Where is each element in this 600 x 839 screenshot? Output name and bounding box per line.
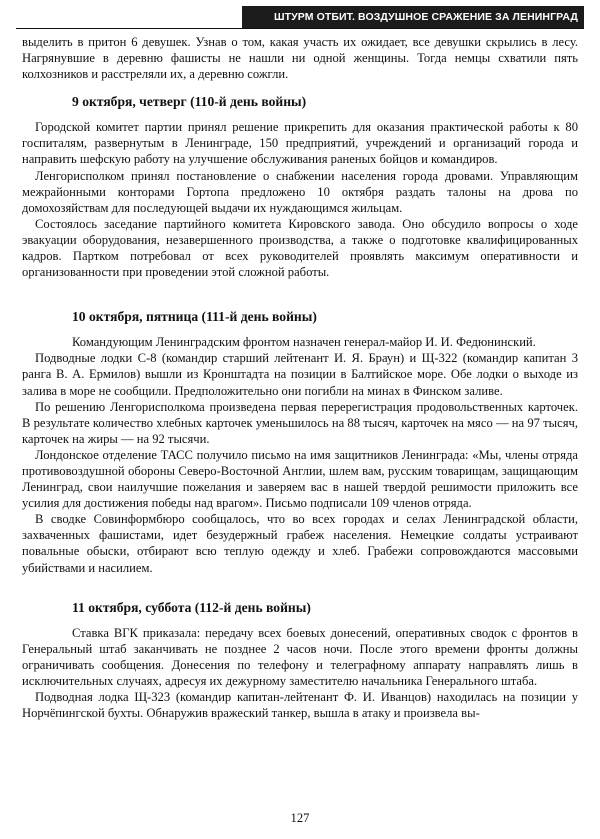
page-body — [22, 34, 578, 721]
entry-paragraph: Подводная лодка Щ-323 (командир капитан-лейтенант Ф. И. Иванцов) находилась на позиции у Норчёпингской бухты. Обнаружив вражеский танкер, вышла в атаку и произвела вы- — [22, 690, 578, 721]
entry-paragraph: Состоялось заседание партийного комитета Кировского завода. Оно обсудило вопросы о ходе эвакуации оборудования, незавершенного производства, а также о подготовке квалифицированных кадров. Партком потребовал от всех руководителей проявлять максимум оперативности и организованности при проведении этой сложной работы. — [22, 216, 578, 280]
entry-heading-oct-10: 10 октября, пятница (111-й день войны) — [72, 309, 317, 325]
header-rule — [16, 28, 584, 29]
running-header-title: ШТУРМ ОТБИТ. ВОЗДУШНОЕ СРАЖЕНИЕ ЗА ЛЕНИНГРАД — [273, 11, 578, 23]
entry-heading-oct-11: 11 октября, суббота (112-й день войны) — [72, 599, 311, 615]
entry-oct-11 — [22, 600, 578, 722]
entry-paragraph: Городской комитет партии принял решение прикрепить для оказания практической работы к 80 госпиталям, развернутым в Ленинграде, 150 предприятий, учреждений и организаций города и направить шефскую работу на улучшение обслуживания раненых бойцов и командиров. — [22, 120, 578, 167]
entry-paragraph: Ленгорисполком принял постановление о снабжении населения города дровами. Управляющим межрайонными конторами Гортопа предложено 10 октября раздать талоны на дрова по домохозяйствам для последующей выдачи их нуждающимся жильцам. — [22, 168, 578, 215]
entry-paragraph: В сводке Совинформбюро сообщалось, что во всех городах и селах Ленинградской области, захваченных фашистами, идет безудержный грабеж населения. Немецкие солдаты устраивают повальные обыски, отбирают всю теплую одежду и хлеб. Грабежи сопровождаются массовыми убийствами и насилием. — [22, 512, 578, 575]
entry-paragraph: По решению Ленгорисполкома произведена первая перерегистрация продовольственных карточек. В результате количество хлебных карточек уменьшилось на 88 тысяч, карточек на мясо — на 97 тысяч, карточек на жиры — на 92 тысячи. — [22, 399, 578, 446]
entry-paragraph: Ставка ВГК приказала: передачу всех боевых донесений, оперативных сводок с фронтов в Генеральный штаб заканчивать не позднее 2 часов ночи. После этого времени фронты должны ограничивать сообщения. Донесения по телефону и телеграфному аппарату направлять лишь в исключительных случаях, адресуя их дежурному заместителю начальника Генерального штаба. — [22, 625, 578, 688]
intro-paragraph: выделить в притон 6 девушек. Узнав о том, какая участь их ожидает, все девушки скрылись в лесу. Нагрянувшие в деревню фашисты не нашли ни одной женщины. Тогда немцы схватили пять колхозников и расстреляли их, а деревню сожгли. — [22, 35, 578, 82]
entry-paragraph: Командующим Ленинградским фронтом назначен генерал-майор И. И. Федюнинский. — [72, 335, 536, 350]
running-header — [242, 6, 584, 28]
page-number: 127 — [290, 811, 310, 825]
entry-oct-9 — [22, 94, 578, 280]
entry-paragraph: Подводные лодки С-8 (командир старший лейтенант И. Я. Браун) и Щ-322 (командир капитан 3 ранга В. А. Ермилов) вышли из Кронштадта на позиции в Балтийское море. Обе лодки о выходе из залива в море не сообщили. Предположительно они погибли на минах в Финском заливе. — [22, 351, 578, 398]
entry-heading-oct-9: 9 октября, четверг (110-й день войны) — [72, 94, 307, 110]
entry-oct-10 — [22, 309, 578, 575]
entry-paragraph: Лондонское отделение ТАСС получило письмо на имя защитников Ленинграда: «Мы, члены отряда противовоздушной обороны Северо-Восточной Англии, шлем вам, русским товарищам, защищающим Ленинград, свои наилучшие пожелания и заверяем вас в нашей твердой решимости приложить все усилия для достижения победы над врагом». Письмо подписали 109 членов отряда. — [22, 447, 578, 511]
